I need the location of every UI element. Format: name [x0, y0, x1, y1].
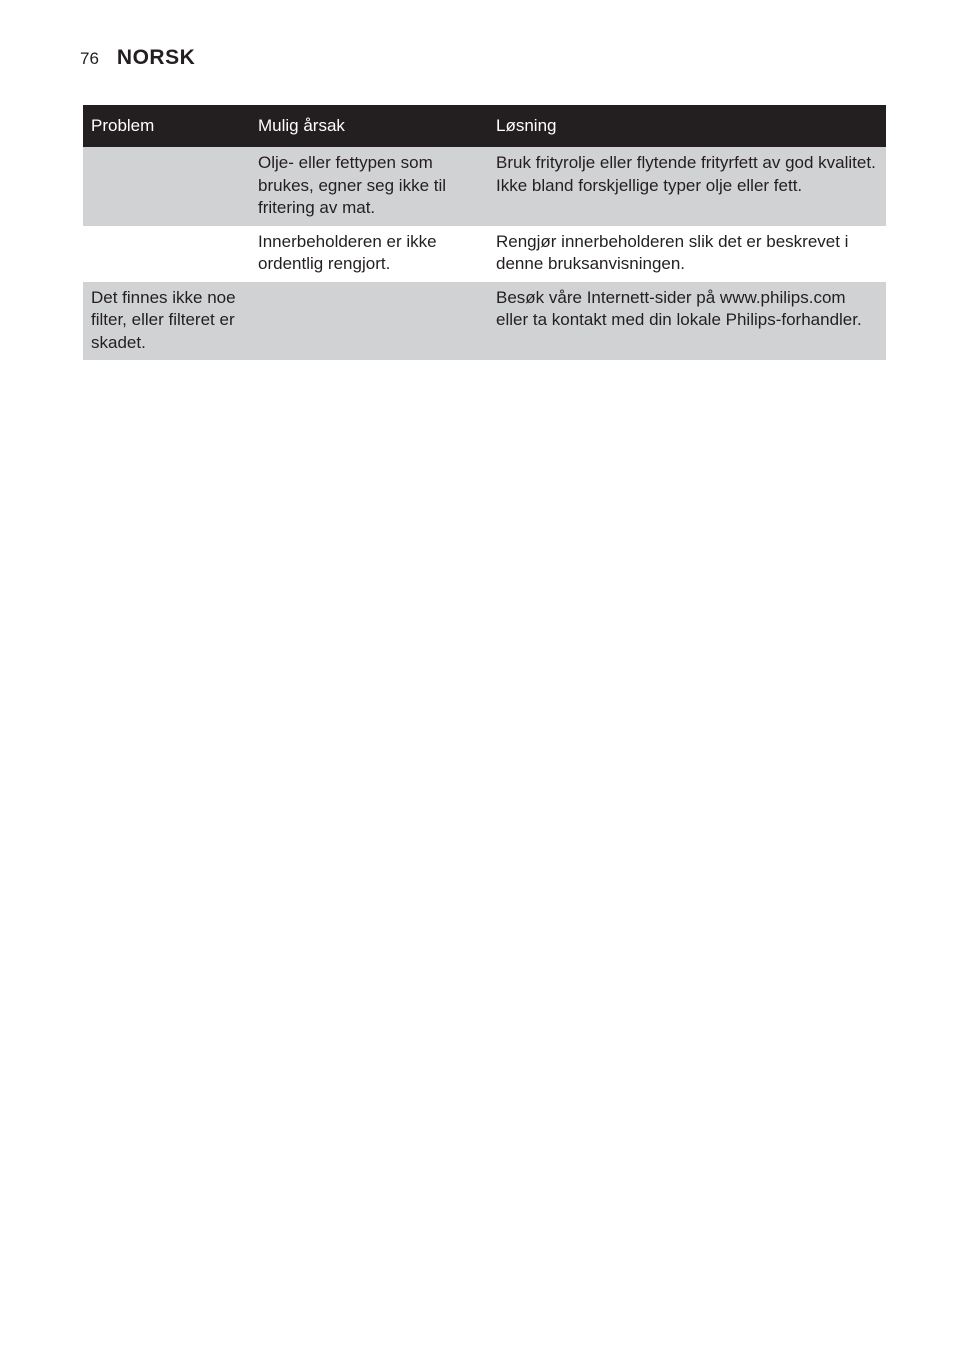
troubleshooting-table — [83, 105, 886, 360]
cell-solution: Besøk våre Internett-sider på www.philips.com eller ta kontakt med din lokale Philips-forhandler. — [488, 282, 886, 361]
cell-solution: Bruk frityrolje eller flytende frityrfett av god kvalitet. Ikke bland forskjellige typer olje eller fett. — [488, 147, 886, 226]
section-title: NORSK — [116, 46, 196, 69]
table-header-row — [83, 105, 886, 147]
table-row — [83, 226, 886, 282]
troubleshooting-table-container — [83, 105, 886, 360]
cell-solution: Rengjør innerbeholderen slik det er beskrevet i denne bruksanvisningen. — [488, 226, 886, 282]
cell-cause: Olje- eller fettypen som brukes, egner seg ikke til fritering av mat. — [250, 147, 488, 226]
page-header — [80, 46, 195, 76]
column-header-solution: Løsning — [488, 105, 886, 147]
table-row — [83, 282, 886, 361]
cell-cause: Innerbeholderen er ikke ordentlig rengjort. — [250, 226, 488, 282]
table-row — [83, 147, 886, 226]
cell-problem — [83, 226, 250, 282]
page-number: 76 — [80, 49, 99, 68]
cell-cause — [250, 282, 488, 361]
column-header-cause: Mulig årsak — [250, 105, 488, 147]
column-header-problem: Problem — [83, 105, 250, 147]
cell-problem: Det finnes ikke noe filter, eller filteret er skadet. — [83, 282, 250, 361]
cell-problem — [83, 147, 250, 226]
